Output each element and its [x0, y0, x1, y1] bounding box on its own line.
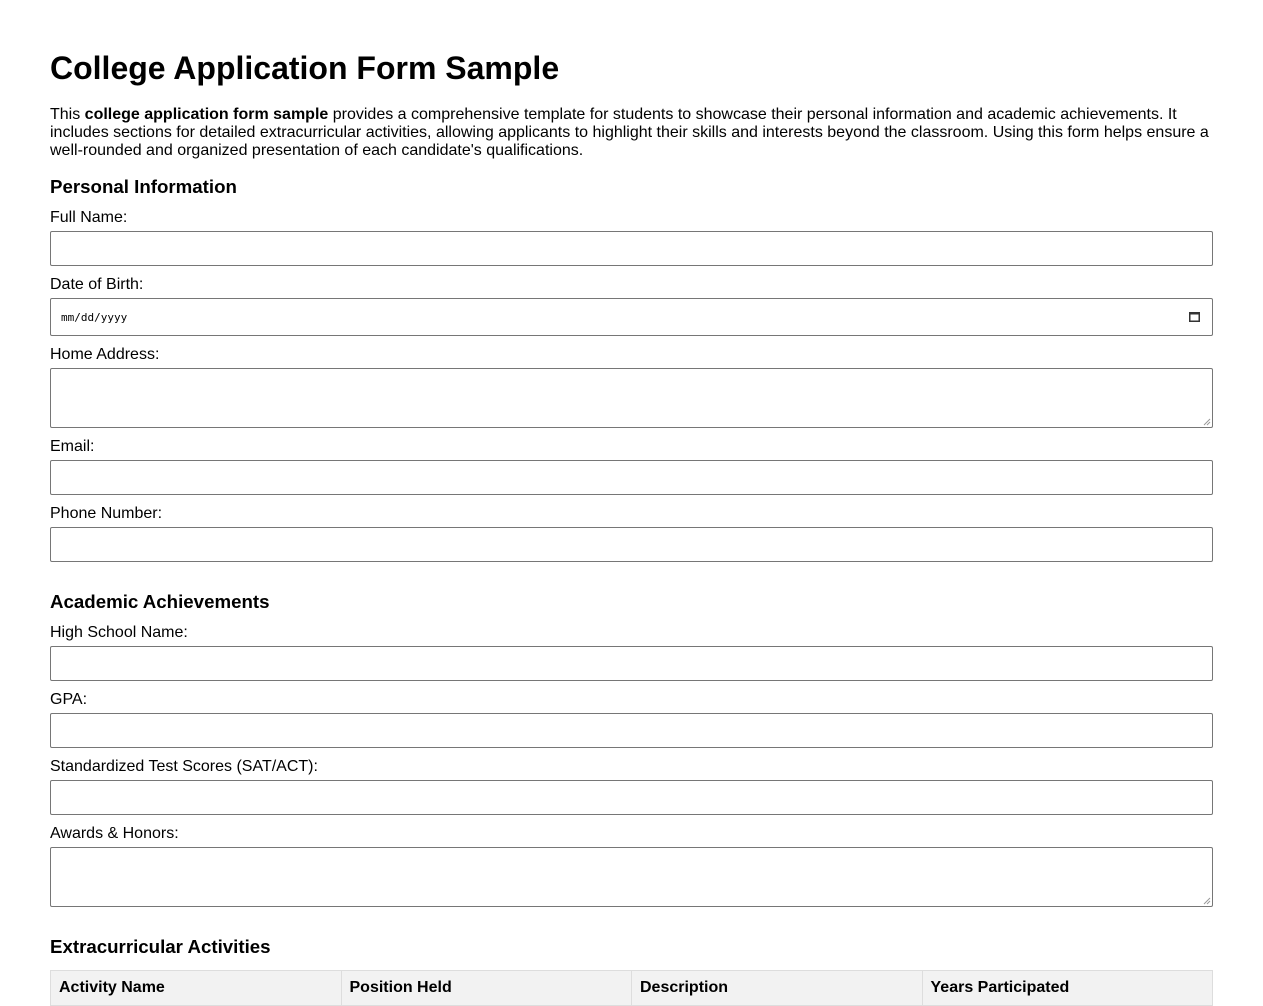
home-address-textarea[interactable]: [50, 368, 1213, 428]
resize-grip-icon[interactable]: [1203, 418, 1211, 426]
home-address-label: Home Address:: [50, 346, 160, 363]
full-name-label: Full Name:: [50, 209, 128, 226]
email-label: Email:: [50, 438, 95, 455]
intro-suffix: provides a comprehensive template for students to showcase their personal information and academic achievements. It includes sections for detailed extracurricular activities, allowing applicants to highlight their skills and interests beyond the classroom. Using this form helps ensure a well-rounded and organized presentation of each candidate's qualifications.: [50, 106, 1209, 159]
high-school-label: High School Name:: [50, 624, 188, 641]
calendar-icon[interactable]: [1189, 311, 1200, 322]
dob-label: Date of Birth:: [50, 276, 144, 293]
personal-info-heading: Personal Information: [50, 176, 237, 197]
awards-textarea[interactable]: [50, 847, 1213, 907]
dob-input[interactable]: [50, 298, 1213, 336]
column-header-position-held: Position Held: [341, 971, 632, 1006]
extracurricular-heading: Extracurricular Activities: [50, 936, 271, 957]
intro-bold: college application form sample: [84, 106, 329, 123]
dob-placeholder: mm/dd/yyyy: [61, 311, 128, 324]
table-header-row: [51, 971, 1213, 1006]
awards-label: Awards & Honors:: [50, 825, 179, 842]
gpa-input[interactable]: [50, 713, 1213, 748]
column-header-activity-name: Activity Name: [51, 971, 342, 1006]
phone-label: Phone Number:: [50, 505, 163, 522]
page-title: College Application Form Sample: [50, 50, 560, 86]
high-school-input[interactable]: [50, 646, 1213, 681]
email-input[interactable]: [50, 460, 1213, 495]
activities-table: [50, 970, 1213, 1006]
gpa-label: GPA:: [50, 691, 88, 708]
academic-heading: Academic Achievements: [50, 591, 270, 612]
full-name-input[interactable]: [50, 231, 1213, 266]
test-scores-input[interactable]: [50, 780, 1213, 815]
intro-prefix: This: [50, 106, 85, 123]
intro-paragraph: [50, 106, 1213, 160]
column-header-description: Description: [632, 971, 923, 1006]
resize-grip-icon[interactable]: [1203, 897, 1211, 905]
phone-input[interactable]: [50, 527, 1213, 562]
column-header-years-participated: Years Participated: [922, 971, 1213, 1006]
test-scores-label: Standardized Test Scores (SAT/ACT):: [50, 758, 318, 775]
